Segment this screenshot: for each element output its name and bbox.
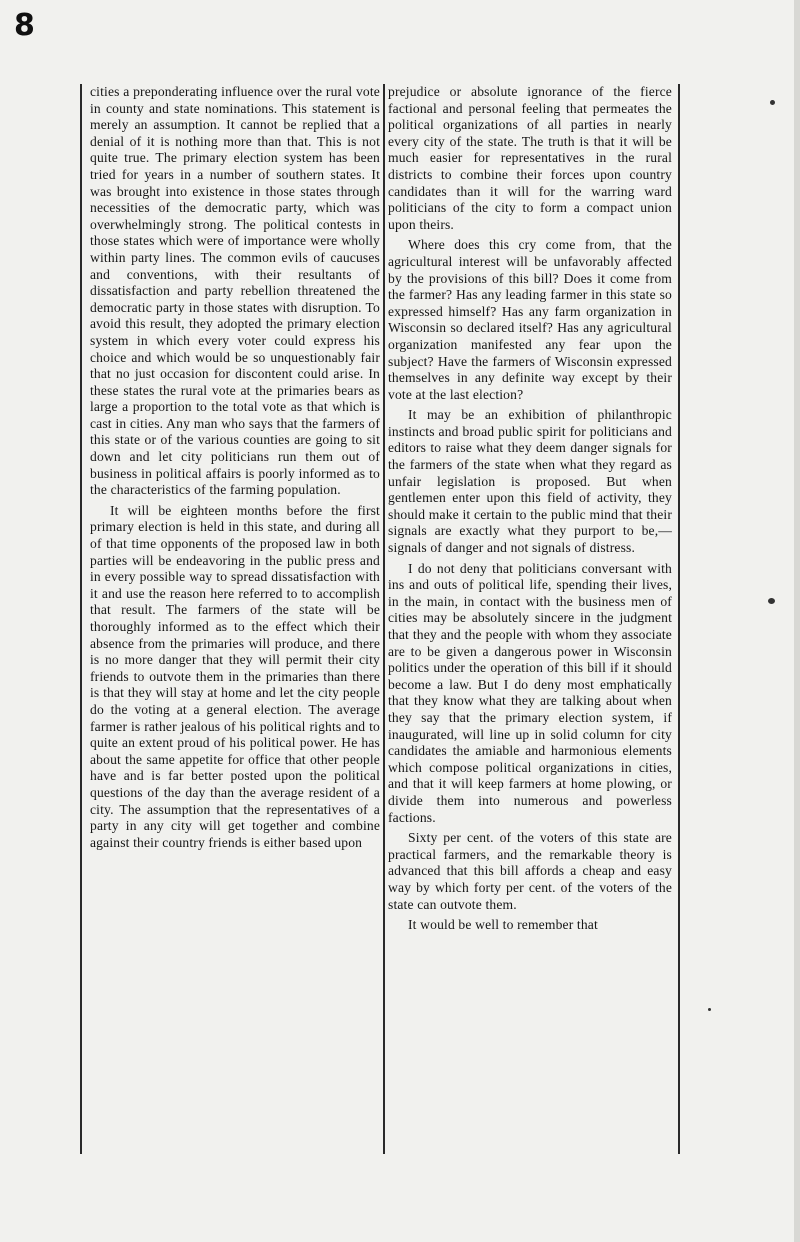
right-paragraph-2: Where does this cry come from, that the agricultural interest will be unfavorably affected by the provisions of this bill? Does it come from the farmer? Has any leading farmer in this state so expressed himself? Has any farm organization in Wisconsin so declared itself? Has any agricultural organization manifested any fear upon the subject? Have the farmers of Wisconsin expressed themselves in any definite way except by their vote at the last election?	[388, 237, 672, 402]
left-paragraph-2: It will be eighteen months before the first primary election is held in this state, and during all of that time opponents of the proposed law in both parties will be endeavoring in the public press and in every possible way to spread dissatisfaction with it and use the reason here referred to to accomplish that result. The farmers of the state will be thoroughly informed as to the effect which their absence from the primaries will produce, and there is no more danger that they will permit their city friends to outvote them in the primaries than there is that they will stay at home and let the city people do the voting at a general election. The average farmer is rather jealous of his political rights and to quite an extent proud of his political power. He has about the same appetite for office that other people have and is far better posted upon the political questions of the day than the average resident of a city. The assumption that the representatives of a party in any city will get together and combine against their country friends is either based upon	[90, 502, 380, 850]
left-column-rule	[80, 84, 82, 1154]
right-paragraph-6: It would be well to remember that	[408, 917, 598, 933]
right-text-column	[388, 84, 672, 938]
page-number: 8	[14, 8, 35, 43]
right-paragraph-1: prejudice or absolute ignorance of the fierce factional and personal feeling that permeates the political organizations of all parties in nearly every city of the state. The truth is that it will be much easier for representatives in the rural districts to combine their forces upon country candidates than it will for the warring ward politicians of the city to form a compact union upon theirs.	[388, 84, 672, 232]
right-paragraph-3: It may be an exhibition of philanthropic instincts and broad public spirit for politicians and editors to raise what they deem danger signals for the farmers of the state when what they regard as unfair legislation is proposed. But when gentlemen enter upon this field of activity, they should make it certain to the public mind that their signals are exactly what they purport to be,—signals of danger and not signals of distress.	[388, 407, 672, 556]
right-column-rule	[678, 84, 680, 1154]
left-paragraph-1: cities a preponderating influence over the rural vote in county and state nominations. This statement is merely an assumption. It cannot be replied that a denial of it is nothing more than that. This is not quite true. The primary election system has been tried for years in a number of southern states. It was brought into existence in those states through necessities of the democratic party, which was overwhelmingly strong. The political contests in those states which were of importance were wholly within party lines. The common evils of caucuses and conventions, with their resultants of dissatisfaction and party rebellion threatened the democratic party in those states with disruption. To avoid this result, they adopted the primary election system in which every voter could express his choice and which would be so unquestionably fair that no just occasion for discontent could arise. In these states the rural vote at the primaries bears as large a proportion to the total vote as that which is cast in cities. Any man who says that the farmers of this state or of the various counties are going to sit down and let city politicians run them out of business in political affairs is poorly informed as to the characteristics of the farming population.	[90, 84, 380, 498]
ink-speck	[708, 1008, 711, 1011]
right-paragraph-5: Sixty per cent. of the voters of this state are practical farmers, and the remarkable theory is advanced that this bill affords a cheap and easy way by which forty per cent. of the voters of the state can outvote them.	[388, 830, 672, 912]
left-text-column	[90, 84, 380, 855]
right-paragraph-4: I do not deny that politicians conversant with ins and outs of political life, spending their lives, in the main, in contact with the business men of cities may be absolutely sincere in the judgment that they and the people with whom they associate are to be given a dangerous power in Wisconsin politics under the operation of this bill if it should become a law. But I do deny most emphatically that they know what they are talking about when they say that the primary election system, if inaugurated, will line up in solid column for city candidates the amiable and harmonious elements which compose political organizations in cities, and that it will keep farmers at home plowing, or divide them into numerous and powerless factions.	[388, 560, 672, 825]
page-edge	[794, 0, 800, 1242]
center-column-rule	[383, 84, 385, 1154]
ink-speck	[768, 598, 775, 604]
ink-speck	[770, 100, 775, 105]
